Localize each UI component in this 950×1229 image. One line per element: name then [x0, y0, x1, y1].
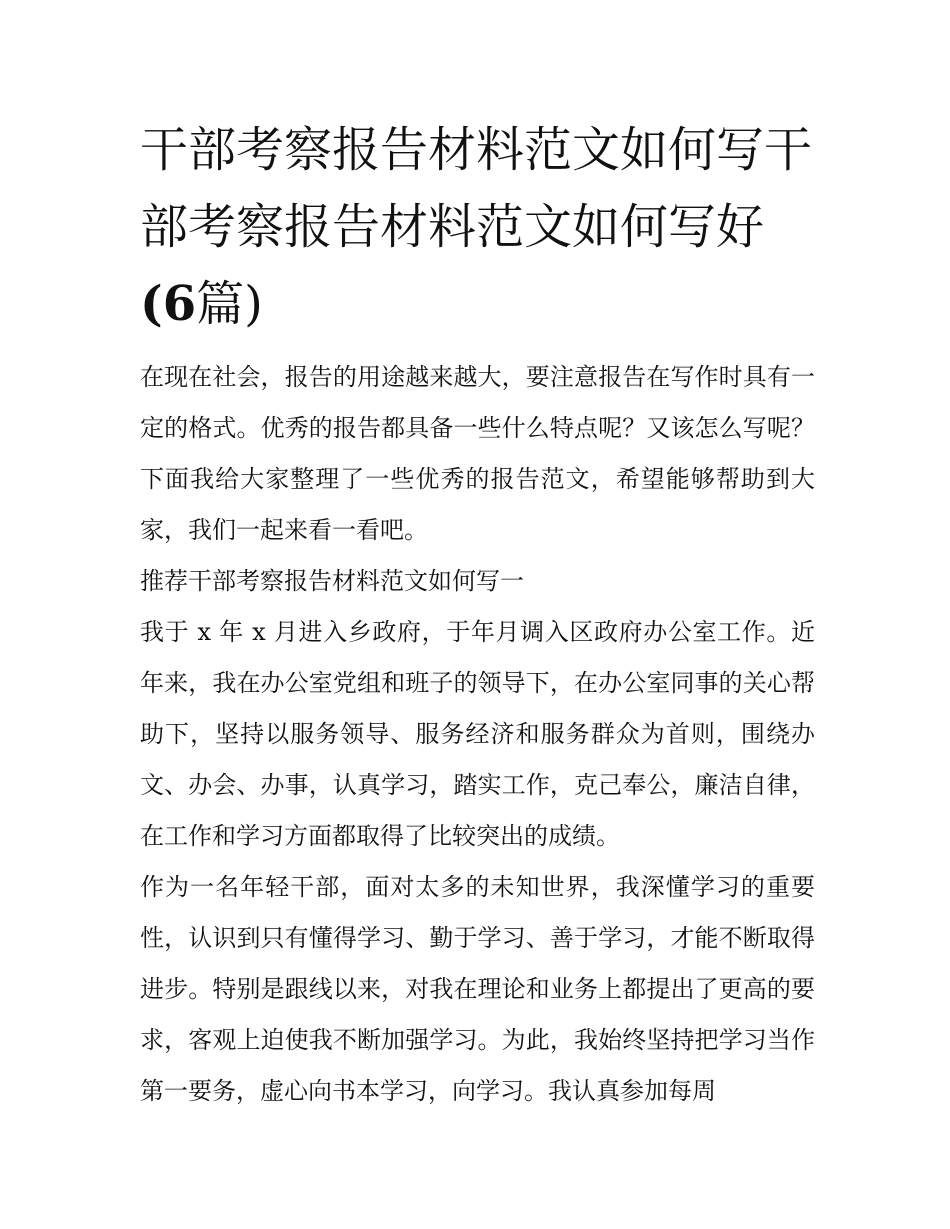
title-line-3-prefix: 好 — [716, 199, 765, 255]
body-paragraph: 我于 x 年 x 月进入乡政府，于年月调入区政府办公室工作。近年来，我在办公室党组和班子的领导下，在办公室同事的关心帮助下，坚持以服务领导、服务经济和服务群众为首则，围绕办文、办会、办事，认真学习，踏实工作，克己奉公，廉洁自律，在工作和学习方面都取得了比较突出的成绩。 — [140, 618, 815, 850]
document-content — [140, 112, 815, 1117]
title-line-2: 干部考察报告材料范文如何写 — [140, 122, 813, 255]
document-body — [140, 352, 815, 1117]
title-count: (6 — [140, 276, 197, 332]
intro-paragraph: 在现在社会，报告的用途越来越大，要注意报告在写作时具有一定的格式。优秀的报告都具备一些什么特点呢？又该怎么写呢？下面我给大家整理了一些优秀的报告范文，希望能够帮助到大家，我们一起来看一看吧。 — [140, 363, 815, 544]
title-line-1: 干部考察报告材料范文如何写 — [140, 122, 765, 178]
section-heading: 推荐干部考察报告材料范文如何写一 — [140, 567, 524, 595]
document-title — [140, 112, 815, 343]
title-line-3-suffix: 篇) — [196, 276, 263, 332]
body-paragraph: 作为一名年轻干部，面对太多的未知世界，我深懂学习的重要性，认识到只有懂得学习、勤于学习、善于学习，才能不断取得进步。特别是跟线以来，对我在理论和业务上都提出了更高的要求，客观上迫使我不断加强学习。为此，我始终坚持把学习当作第一要务，虚心向书本学习，向学习。我认真参加每周 — [140, 873, 815, 1105]
